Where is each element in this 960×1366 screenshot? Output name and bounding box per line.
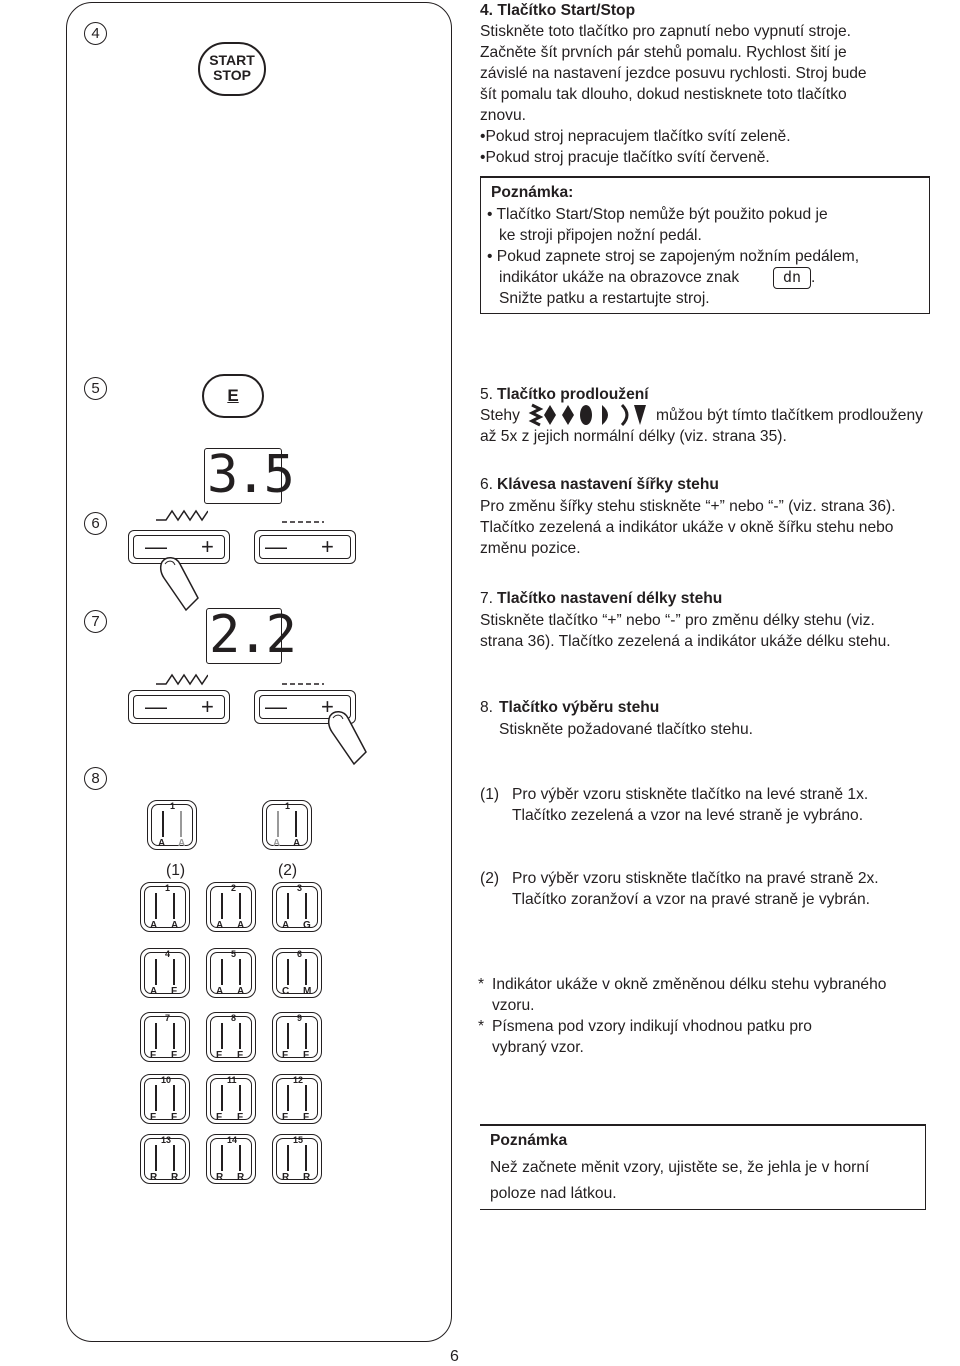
plus-icon: + (321, 534, 334, 559)
presser-foot-letter: G (303, 920, 311, 931)
stop-label: STOP (213, 67, 251, 83)
presser-foot-letter: F (171, 1050, 178, 1061)
stitch-icon (221, 1023, 223, 1049)
pattern-number: 13 (161, 1135, 172, 1145)
note-line: • Tlačítko Start/Stop nemůže být použito pokud je (487, 206, 828, 223)
s7-title: Tlačítko nastavení délky stehu (497, 590, 723, 607)
elongation-label: E (227, 386, 239, 405)
stitch-icon (287, 1023, 289, 1049)
s8-num: 8. (480, 699, 494, 716)
note2-text: Než začnete měnit vzory, ujistěte se, že jehla je v horní (490, 1159, 870, 1176)
position-button[interactable] (254, 530, 356, 564)
presser-foot-letter: A (150, 986, 158, 997)
page-number: 6 (450, 1348, 459, 1365)
presser-foot-letter: F (216, 1112, 223, 1123)
dashed-line-icon (282, 676, 324, 686)
stitch-icon (239, 893, 241, 919)
note-box (480, 176, 930, 314)
stitch-icon (239, 1023, 241, 1049)
plus-icon: + (201, 534, 214, 559)
presser-foot-letter: F (150, 1112, 157, 1123)
s4-title: 4. Tlačítko Start/Stop (480, 2, 636, 19)
item-2-label: (2) (480, 870, 500, 887)
stitch-icon (173, 1145, 175, 1171)
stitch-icon (305, 1085, 307, 1111)
pattern-button[interactable] (140, 1074, 190, 1124)
stitch-icon (173, 893, 175, 919)
pattern-number: 8 (231, 1013, 237, 1023)
presser-foot-letter: F (282, 1050, 289, 1061)
length-value: 2.2 (209, 605, 294, 665)
stitch-icon (305, 1023, 307, 1049)
presser-foot-letter: A (150, 920, 158, 931)
pattern-button[interactable] (272, 1134, 322, 1184)
label-1: (1) (166, 862, 186, 879)
plus-icon: + (321, 694, 334, 719)
presser-foot-letter: R (150, 1172, 158, 1183)
pattern-number: 14 (227, 1135, 238, 1145)
stitch-icon (155, 959, 157, 985)
stitch-icon (155, 893, 157, 919)
length-display (206, 605, 294, 665)
presser-foot-letter: F (303, 1050, 310, 1061)
pattern-number: 7 (165, 1013, 171, 1023)
s4-line: Stiskněte toto tlačítko pro zapnutí nebo vypnutí stroje. (480, 23, 851, 40)
star-text: Písmena pod vzory indikují vhodnou patku pro (492, 1018, 812, 1035)
star-text: vzoru. (492, 997, 535, 1014)
pattern-button[interactable] (206, 948, 256, 998)
presser-foot-letter: R (171, 1172, 179, 1183)
pattern-button[interactable] (272, 882, 322, 932)
presser-foot-letter: F (282, 1112, 289, 1123)
stitch-icon (155, 1085, 157, 1111)
marker-6: 6 (84, 512, 107, 535)
s4-line: závislé na nastavení jezdce posuvu rychlosti. Stroj bude (480, 65, 867, 82)
presser-foot-letter: F (150, 1050, 157, 1061)
s4-line: šít pomalu tak dlouho, dokud nestisknete toto tlačítko (480, 86, 847, 103)
finger-icon (158, 556, 204, 612)
star-mark: * (478, 1018, 485, 1035)
item-2-text: Tlačítko zoranžoví a vzor na pravé straně je vybrán. (512, 891, 870, 908)
presser-foot-letter: F (237, 1112, 244, 1123)
elongation-button[interactable] (202, 374, 264, 418)
start-stop-button[interactable] (198, 42, 266, 96)
presser-foot-letter: F (237, 1050, 244, 1061)
star-text: vybraný vzor. (492, 1039, 584, 1056)
width-display (204, 445, 292, 505)
stitch-icon (239, 1085, 241, 1111)
pattern-button[interactable] (206, 1134, 256, 1184)
pattern-button[interactable] (140, 882, 190, 932)
stitch-icon (287, 1145, 289, 1171)
stitch-icon (221, 1085, 223, 1111)
presser-foot-letter: A (237, 920, 245, 931)
marker-8: 8 (84, 767, 107, 790)
note2-title: Poznámka (490, 1132, 568, 1149)
marker-4: 4 (84, 22, 107, 45)
plus-icon: + (201, 694, 214, 719)
stitch-shapes-icon (528, 403, 650, 427)
pattern-number: 10 (161, 1075, 172, 1085)
pattern-number: 12 (293, 1075, 304, 1085)
pattern-button[interactable] (272, 1074, 322, 1124)
pattern-button-selected-left[interactable]: 1 A A (147, 800, 197, 850)
s4-line: Začněte šít prvních pár stehů pomalu. Rychlost šití je (480, 44, 847, 61)
pattern-button[interactable] (206, 1074, 256, 1124)
note-title: Poznámka: (491, 184, 574, 201)
pattern-number: 3 (297, 883, 303, 893)
pattern-button[interactable] (272, 948, 322, 998)
marker-5: 5 (84, 377, 107, 400)
presser-foot-letter: R (237, 1172, 245, 1183)
zigzag-icon (156, 672, 208, 688)
pattern-button[interactable] (206, 1012, 256, 1062)
width-button[interactable] (128, 690, 230, 724)
presser-foot-letter: A (237, 986, 245, 997)
pattern-button[interactable] (206, 882, 256, 932)
pattern-number: 4 (165, 949, 171, 959)
presser-foot-letter: F (216, 1050, 223, 1061)
star-mark: * (478, 976, 485, 993)
item-1-label: (1) (480, 786, 500, 803)
stitch-icon (287, 893, 289, 919)
item-1-text: Tlačítko zezelená a vzor na levé straně je vybráno. (512, 807, 864, 824)
stitch-icon (173, 1023, 175, 1049)
pattern-number: 9 (297, 1013, 303, 1023)
s5-title: Tlačítko prodloužení (497, 386, 649, 403)
presser-foot-letter: M (303, 986, 312, 997)
note-line: Snižte patku a restartujte stroj. (499, 290, 710, 307)
stitch-icon (221, 1145, 223, 1171)
label-2: (2) (278, 862, 298, 879)
presser-foot-letter: F (171, 986, 178, 997)
start-label: START (209, 52, 255, 68)
note-box-2 (480, 1124, 926, 1210)
stitch-icon (239, 1145, 241, 1171)
star-text: Indikátor ukáže v okně změněnou délku stehu vybraného (492, 976, 887, 993)
stitch-icon (173, 959, 175, 985)
s6-text: změnu pozice. (480, 540, 581, 557)
presser-foot-letter: R (216, 1172, 224, 1183)
presser-foot-letter: F (171, 1112, 178, 1123)
pattern-button-selected-right[interactable]: 1 A A (262, 800, 312, 850)
stitch-icon (287, 1085, 289, 1111)
foot-pedal-symbol: dn (773, 267, 811, 289)
stitch-icon (155, 1145, 157, 1171)
s5-num: 5. (480, 386, 494, 403)
s5-text: Stehy (480, 407, 520, 424)
note-line: indikátor ukáže na obrazovce znak (499, 269, 740, 286)
illustration-panel (66, 2, 452, 1342)
presser-foot-letter: R (282, 1172, 290, 1183)
minus-icon: — (265, 694, 287, 719)
note-line: . (811, 269, 816, 286)
stitch-icon (305, 1145, 307, 1171)
pattern-number: 15 (293, 1135, 304, 1145)
stitch-icon (287, 959, 289, 985)
pattern-number: 1 (165, 883, 171, 893)
item-2-text: Pro výběr vzoru stiskněte tlačítko na pravé straně 2x. (512, 870, 879, 887)
presser-foot-letter: A (216, 986, 224, 997)
stitch-icon (173, 1085, 175, 1111)
minus-icon: — (265, 534, 287, 559)
s4-bullet: •Pokud stroj pracuje tlačítko svítí červeně. (480, 149, 770, 166)
pattern-button[interactable] (140, 1134, 190, 1184)
s7-num: 7. (480, 590, 494, 607)
stitch-icon (221, 893, 223, 919)
s7-text: Stiskněte tlačítko “+” nebo “-” pro změnu délky stehu (viz. (480, 612, 875, 629)
presser-foot-letter: A (282, 920, 290, 931)
stitch-icon (221, 959, 223, 985)
pattern-button[interactable] (140, 948, 190, 998)
s8-title: Tlačítko výběru stehu (499, 699, 660, 716)
s6-text: Tlačítko zezelená a indikátor ukáže v okně šířku stehu nebo (480, 519, 894, 536)
s8-text: Stiskněte požadované tlačítko stehu. (499, 721, 753, 738)
dashed-line-icon (282, 514, 324, 524)
width-value: 3.5 (207, 445, 292, 505)
s6-text: Pro změnu šířky stehu stiskněte “+” nebo “-” (viz. strana 36). (480, 498, 896, 515)
note-line: • Pokud zapnete stroj se zapojeným nožním pedálem, (487, 248, 860, 265)
s5-text: až 5x z jejich normální délky (viz. strana 35). (480, 428, 787, 445)
pattern-button[interactable] (140, 1012, 190, 1062)
pattern-number: 6 (297, 949, 303, 959)
note2-text: poloze nad látkou. (490, 1185, 617, 1202)
minus-icon: — (145, 534, 167, 559)
minus-icon: — (145, 694, 167, 719)
presser-foot-letter: C (282, 986, 290, 997)
s6-title: Klávesa nastavení šířky stehu (497, 476, 719, 493)
s4-line: znovu. (480, 107, 526, 124)
stitch-icon (305, 893, 307, 919)
stitch-icon (239, 959, 241, 985)
pattern-button[interactable] (272, 1012, 322, 1062)
zigzag-icon (156, 508, 208, 524)
s6-num: 6. (480, 476, 494, 493)
pattern-number: 11 (227, 1075, 237, 1085)
presser-foot-letter: F (303, 1112, 310, 1123)
presser-foot-letter: A (216, 920, 224, 931)
pattern-number: 2 (231, 883, 237, 893)
s7-text: strana 36). Tlačítko zezelená a indikátor ukáže délku stehu. (480, 633, 891, 650)
stitch-icon (305, 959, 307, 985)
item-1-text: Pro výběr vzoru stiskněte tlačítko na levé straně 1x. (512, 786, 869, 803)
note-line: ke stroji připojen nožní pedál. (499, 227, 702, 244)
presser-foot-letter: R (303, 1172, 311, 1183)
pattern-number: 5 (231, 949, 237, 959)
stitch-icon (155, 1023, 157, 1049)
s5-text: můžou být tímto tlačítkem prodlouženy (656, 407, 923, 424)
presser-foot-letter: A (171, 920, 179, 931)
s4-bullet: •Pokud stroj nepracujem tlačítko svítí zeleně. (480, 128, 791, 145)
marker-7: 7 (84, 610, 107, 633)
